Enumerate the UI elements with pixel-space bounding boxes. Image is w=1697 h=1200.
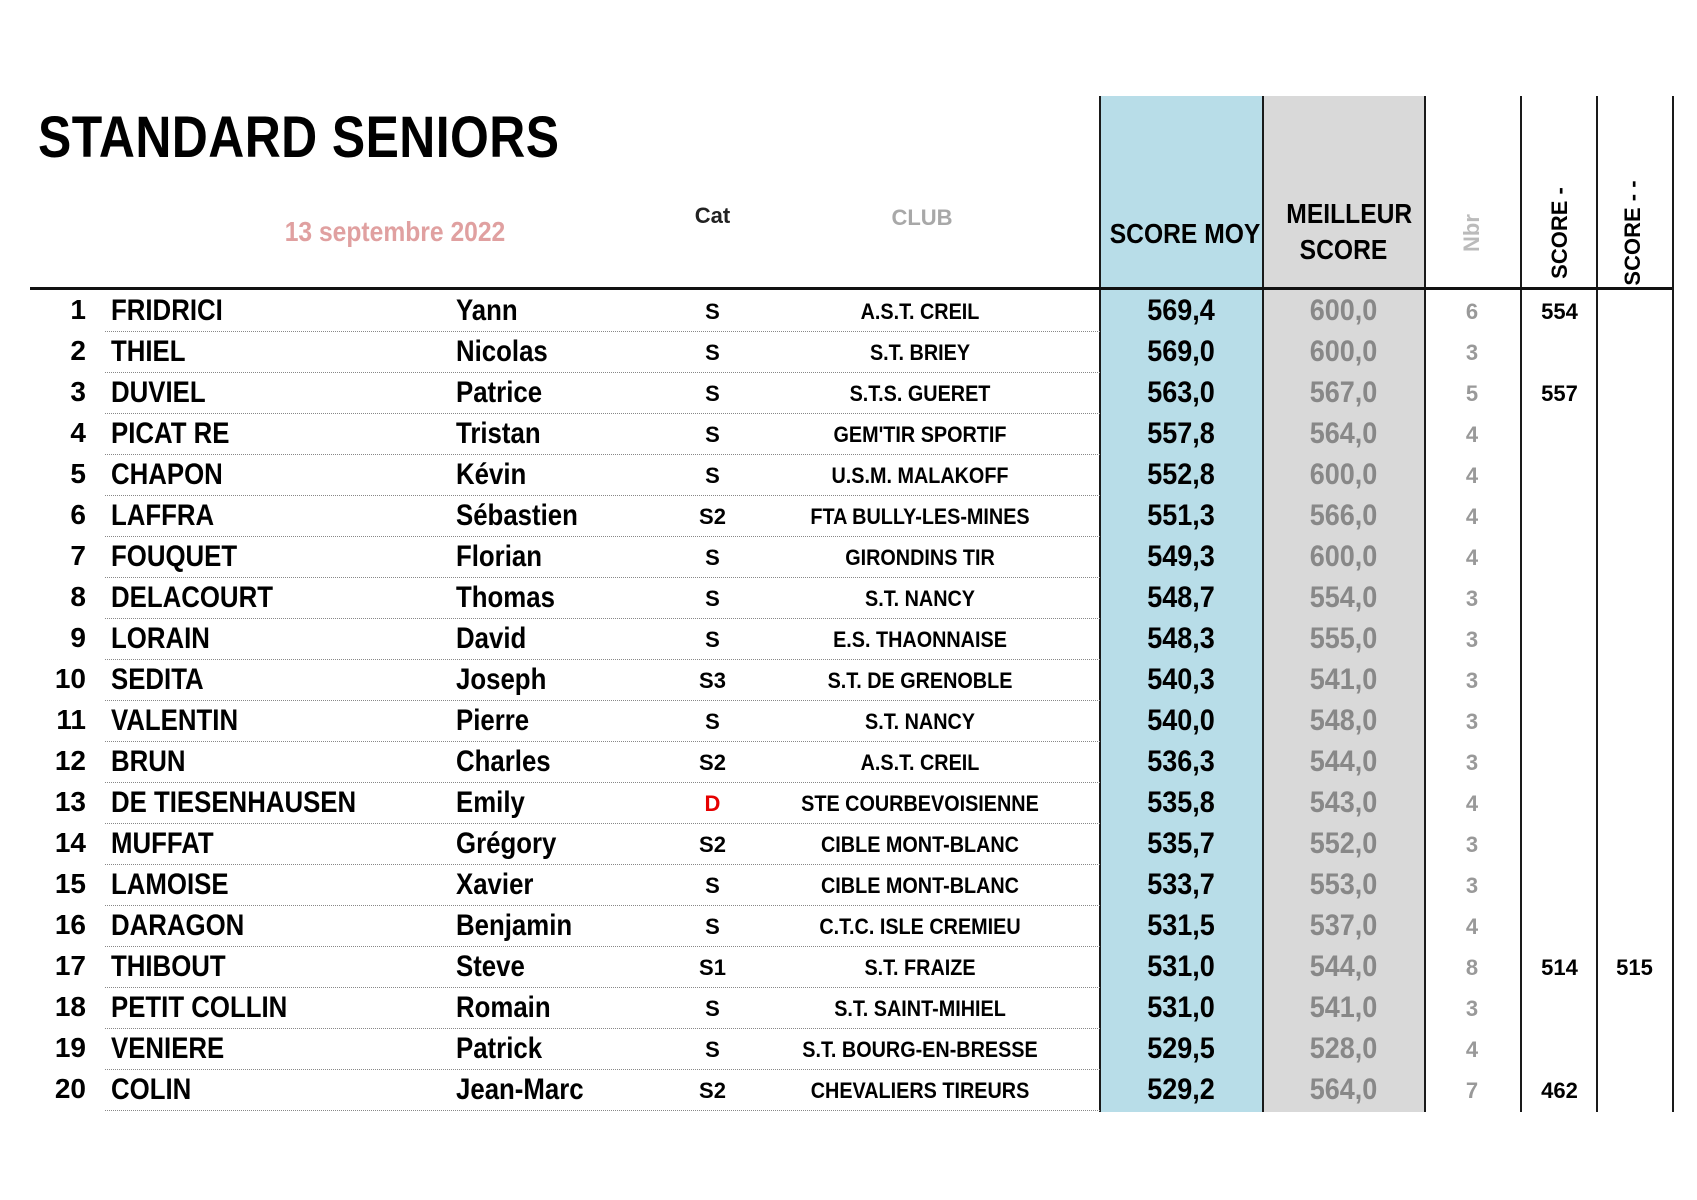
results-table	[0, 292, 1697, 1112]
nbr-cell: 3	[1465, 996, 1479, 1021]
meilleur-score-cell: 541,0	[1309, 663, 1378, 696]
meilleur-score-cell: 554,0	[1309, 581, 1378, 614]
last-name-cell: LAFFRA	[111, 499, 215, 532]
club-cell: S.T. BOURG-EN-BRESSE	[802, 1037, 1038, 1062]
last-name-cell: VALENTIN	[111, 704, 239, 737]
score-moy-cell: 531,0	[1147, 991, 1215, 1024]
table-row	[0, 825, 1697, 866]
meilleur-score-cell: 555,0	[1309, 622, 1378, 655]
first-name-cell: Tristan	[456, 417, 541, 450]
table-row	[0, 620, 1697, 661]
row-separator	[105, 372, 1100, 373]
rank-cell: 17	[54, 950, 86, 981]
club-cell: FTA BULLY-LES-MINES	[810, 504, 1030, 529]
row-separator	[105, 618, 1100, 619]
last-name-cell: PETIT COLLIN	[111, 991, 288, 1024]
category-cell: S2	[699, 832, 726, 857]
club-cell: S.T. NANCY	[864, 586, 976, 611]
first-name-cell: Jean-Marc	[456, 1073, 584, 1106]
first-name-cell: Romain	[456, 991, 551, 1024]
score-moy-cell: 540,0	[1147, 704, 1215, 737]
first-name-cell: Charles	[456, 745, 551, 778]
table-row	[0, 907, 1697, 948]
row-separator	[105, 454, 1100, 455]
last-name-cell: FRIDRICI	[111, 294, 223, 327]
score-moy-cell: 536,3	[1147, 745, 1215, 778]
rank-cell: 3	[70, 376, 86, 407]
row-separator	[105, 782, 1100, 783]
club-cell: U.S.M. MALAKOFF	[831, 463, 1009, 488]
category-cell: S2	[699, 504, 726, 529]
first-name-cell: Joseph	[456, 663, 547, 696]
rank-cell: 19	[54, 1032, 86, 1063]
last-name-cell: VENIERE	[111, 1032, 225, 1065]
club-cell: S.T. FRAIZE	[864, 955, 976, 980]
row-separator	[105, 413, 1100, 414]
header-cat: Cat	[694, 203, 731, 228]
row-separator	[105, 1028, 1100, 1029]
meilleur-score-cell: 566,0	[1309, 499, 1378, 532]
category-cell: S	[705, 381, 720, 406]
table-row	[0, 948, 1697, 989]
meilleur-score-cell: 544,0	[1309, 745, 1378, 778]
category-cell: S3	[699, 668, 726, 693]
date-label: 13 septembre 2022	[284, 216, 506, 247]
category-cell: S	[705, 299, 720, 324]
rank-cell: 13	[54, 786, 86, 817]
rank-cell: 9	[70, 622, 86, 653]
row-separator	[105, 1069, 1100, 1070]
meilleur-score-cell: 600,0	[1309, 458, 1378, 491]
score-moy-cell: 569,0	[1147, 335, 1215, 368]
category-cell: D	[704, 791, 721, 816]
meilleur-score-cell: 564,0	[1309, 1073, 1378, 1106]
score-moy-cell: 569,4	[1147, 294, 1215, 327]
score-moy-cell: 552,8	[1147, 458, 1215, 491]
score-moy-cell: 535,8	[1147, 786, 1215, 819]
nbr-cell: 5	[1465, 381, 1479, 406]
score-moy-cell: 531,0	[1147, 950, 1215, 983]
row-separator	[105, 987, 1100, 988]
category-cell: S	[705, 463, 720, 488]
score-2-cell: 515	[1616, 955, 1653, 980]
page-title: STANDARD SENIORS	[38, 105, 560, 170]
last-name-cell: DE TIESENHAUSEN	[111, 786, 357, 819]
category-cell: S	[705, 914, 720, 939]
last-name-cell: MUFFAT	[111, 827, 214, 860]
category-cell: S	[705, 996, 720, 1021]
nbr-cell: 3	[1465, 873, 1479, 898]
score-moy-cell: 548,7	[1147, 581, 1215, 614]
nbr-cell: 4	[1465, 422, 1479, 447]
rank-cell: 18	[54, 991, 86, 1022]
nbr-cell: 3	[1465, 668, 1479, 693]
rank-cell: 16	[54, 909, 86, 940]
last-name-cell: LAMOISE	[111, 868, 229, 901]
meilleur-score-cell: 544,0	[1309, 950, 1378, 983]
rank-cell: 20	[54, 1073, 86, 1104]
category-cell: S	[705, 1037, 720, 1062]
nbr-cell: 4	[1465, 1037, 1479, 1062]
first-name-cell: Patrick	[456, 1032, 543, 1065]
nbr-cell: 4	[1465, 504, 1479, 529]
category-cell: S1	[699, 955, 726, 980]
header-score-moy: SCORE MOY	[1109, 218, 1261, 249]
score-moy-cell: 540,3	[1147, 663, 1215, 696]
first-name-cell: Pierre	[456, 704, 530, 737]
category-cell: S	[705, 545, 720, 570]
last-name-cell: DARAGON	[111, 909, 245, 942]
last-name-cell: PICAT RE	[111, 417, 230, 450]
category-cell: S2	[699, 750, 726, 775]
header-meilleur-score-text: MEILLEUR SCORE	[1286, 198, 1413, 265]
meilleur-score-cell: 600,0	[1309, 294, 1378, 327]
table-row	[0, 702, 1697, 743]
nbr-cell: 3	[1465, 750, 1479, 775]
header-rule	[30, 287, 1672, 290]
first-name-cell: Steve	[456, 950, 525, 983]
row-separator	[105, 905, 1100, 906]
nbr-cell: 3	[1465, 709, 1479, 734]
nbr-cell: 4	[1465, 545, 1479, 570]
rank-cell: 8	[70, 581, 86, 612]
nbr-cell: 6	[1465, 299, 1479, 324]
first-name-cell: Emily	[456, 786, 525, 819]
row-separator	[105, 659, 1100, 660]
row-separator	[105, 864, 1100, 865]
score-moy-cell: 551,3	[1147, 499, 1215, 532]
table-row	[0, 333, 1697, 374]
meilleur-score-cell: 564,0	[1309, 417, 1378, 450]
row-separator	[105, 577, 1100, 578]
club-cell: STE COURBEVOISIENNE	[801, 791, 1039, 816]
last-name-cell: FOUQUET	[111, 540, 238, 573]
meilleur-score-cell: 528,0	[1309, 1032, 1378, 1065]
meilleur-score-cell: 600,0	[1309, 335, 1378, 368]
rank-cell: 4	[70, 417, 86, 448]
table-row	[0, 661, 1697, 702]
category-cell: S	[705, 873, 720, 898]
club-cell: C.T.C. ISLE CREMIEU	[819, 914, 1021, 939]
meilleur-score-cell: 548,0	[1309, 704, 1378, 737]
nbr-cell: 3	[1465, 586, 1479, 611]
row-separator	[105, 700, 1100, 701]
category-cell: S	[705, 627, 720, 652]
row-separator	[105, 1110, 1100, 1111]
club-cell: S.T. BRIEY	[869, 340, 971, 365]
club-cell: A.S.T. CREIL	[860, 299, 980, 324]
row-separator	[105, 495, 1100, 496]
nbr-cell: 4	[1465, 914, 1479, 939]
category-cell: S	[705, 586, 720, 611]
rank-cell: 6	[70, 499, 86, 530]
club-cell: S.T. SAINT-MIHIEL	[834, 996, 1006, 1021]
first-name-cell: Xavier	[456, 868, 534, 901]
table-row	[0, 1030, 1697, 1071]
club-cell: A.S.T. CREIL	[860, 750, 980, 775]
club-cell: S.T.S. GUERET	[849, 381, 991, 406]
club-cell: CIBLE MONT-BLANC	[821, 832, 1019, 857]
meilleur-score-cell: 600,0	[1309, 540, 1378, 573]
last-name-cell: DELACOURT	[111, 581, 273, 614]
score-1-cell: 462	[1541, 1078, 1578, 1103]
score-moy-cell: 557,8	[1147, 417, 1215, 450]
header-meilleur-score	[1273, 196, 1415, 268]
score-moy-cell: 548,3	[1147, 622, 1215, 655]
last-name-cell: SEDITA	[111, 663, 204, 696]
last-name-cell: BRUN	[111, 745, 186, 778]
last-name-cell: DUVIEL	[111, 376, 206, 409]
table-row	[0, 989, 1697, 1030]
last-name-cell: COLIN	[111, 1073, 192, 1106]
club-cell: CIBLE MONT-BLANC	[821, 873, 1019, 898]
meilleur-score-cell: 552,0	[1309, 827, 1378, 860]
header-score-2: SCORE - -	[1620, 180, 1645, 286]
club-cell: GIRONDINS TIR	[845, 545, 995, 570]
first-name-cell: Sébastien	[456, 499, 578, 532]
table-row	[0, 497, 1697, 538]
score-1-cell: 557	[1541, 381, 1578, 406]
meilleur-score-cell: 553,0	[1309, 868, 1378, 901]
score-moy-cell: 531,5	[1147, 909, 1215, 942]
last-name-cell: THIEL	[111, 335, 186, 368]
nbr-cell: 7	[1465, 1078, 1479, 1103]
nbr-cell: 8	[1465, 955, 1479, 980]
meilleur-score-cell: 541,0	[1309, 991, 1378, 1024]
category-cell: S	[705, 422, 720, 447]
last-name-cell: LORAIN	[111, 622, 210, 655]
meilleur-score-cell: 567,0	[1309, 376, 1378, 409]
nbr-cell: 3	[1465, 832, 1479, 857]
first-name-cell: Florian	[456, 540, 543, 573]
meilleur-score-cell: 543,0	[1309, 786, 1378, 819]
last-name-cell: CHAPON	[111, 458, 223, 491]
table-row	[0, 866, 1697, 907]
category-cell: S	[705, 709, 720, 734]
club-cell: CHEVALIERS TIREURS	[810, 1078, 1030, 1103]
rank-cell: 5	[70, 458, 86, 489]
score-1-cell: 554	[1541, 299, 1578, 324]
nbr-cell: 3	[1465, 627, 1479, 652]
row-separator	[105, 741, 1100, 742]
score-moy-cell: 563,0	[1147, 376, 1215, 409]
table-row	[0, 538, 1697, 579]
row-separator	[105, 946, 1100, 947]
nbr-cell: 3	[1465, 340, 1479, 365]
table-row	[0, 1071, 1697, 1112]
rank-cell: 11	[56, 704, 86, 735]
score-moy-cell: 529,2	[1147, 1073, 1215, 1106]
rank-cell: 1	[70, 294, 86, 325]
table-row	[0, 292, 1697, 333]
rank-cell: 14	[54, 827, 86, 858]
score-moy-cell: 529,5	[1147, 1032, 1215, 1065]
score-moy-cell: 535,7	[1147, 827, 1215, 860]
table-row	[0, 579, 1697, 620]
row-separator	[105, 331, 1100, 332]
club-cell: S.T. NANCY	[864, 709, 976, 734]
rank-cell: 10	[54, 663, 86, 694]
row-separator	[105, 536, 1100, 537]
first-name-cell: Yann	[456, 294, 518, 327]
table-row	[0, 374, 1697, 415]
header-club: CLUB	[891, 205, 953, 230]
first-name-cell: Benjamin	[456, 909, 573, 942]
table-row	[0, 784, 1697, 825]
meilleur-score-cell: 537,0	[1309, 909, 1378, 942]
table-row	[0, 743, 1697, 784]
first-name-cell: David	[456, 622, 527, 655]
category-cell: S	[705, 340, 720, 365]
header-nbr: Nbr	[1459, 214, 1484, 252]
rank-cell: 7	[70, 540, 86, 571]
table-row	[0, 456, 1697, 497]
nbr-cell: 4	[1465, 463, 1479, 488]
last-name-cell: THIBOUT	[111, 950, 226, 983]
first-name-cell: Patrice	[456, 376, 543, 409]
rank-cell: 2	[70, 335, 86, 366]
rank-cell: 12	[54, 745, 86, 776]
first-name-cell: Thomas	[456, 581, 555, 614]
score-moy-cell: 533,7	[1147, 868, 1215, 901]
score-moy-cell: 549,3	[1147, 540, 1215, 573]
club-cell: E.S. THAONNAISE	[833, 627, 1007, 652]
rank-cell: 15	[54, 868, 86, 899]
score-1-cell: 514	[1541, 955, 1578, 980]
category-cell: S2	[699, 1078, 726, 1103]
row-separator	[105, 823, 1100, 824]
club-cell: S.T. DE GRENOBLE	[827, 668, 1013, 693]
first-name-cell: Kévin	[456, 458, 527, 491]
first-name-cell: Grégory	[456, 827, 557, 860]
nbr-cell: 4	[1465, 791, 1479, 816]
first-name-cell: Nicolas	[456, 335, 548, 368]
header-score-1: SCORE -	[1547, 187, 1572, 279]
club-cell: GEM'TIR SPORTIF	[833, 422, 1007, 447]
table-row	[0, 415, 1697, 456]
